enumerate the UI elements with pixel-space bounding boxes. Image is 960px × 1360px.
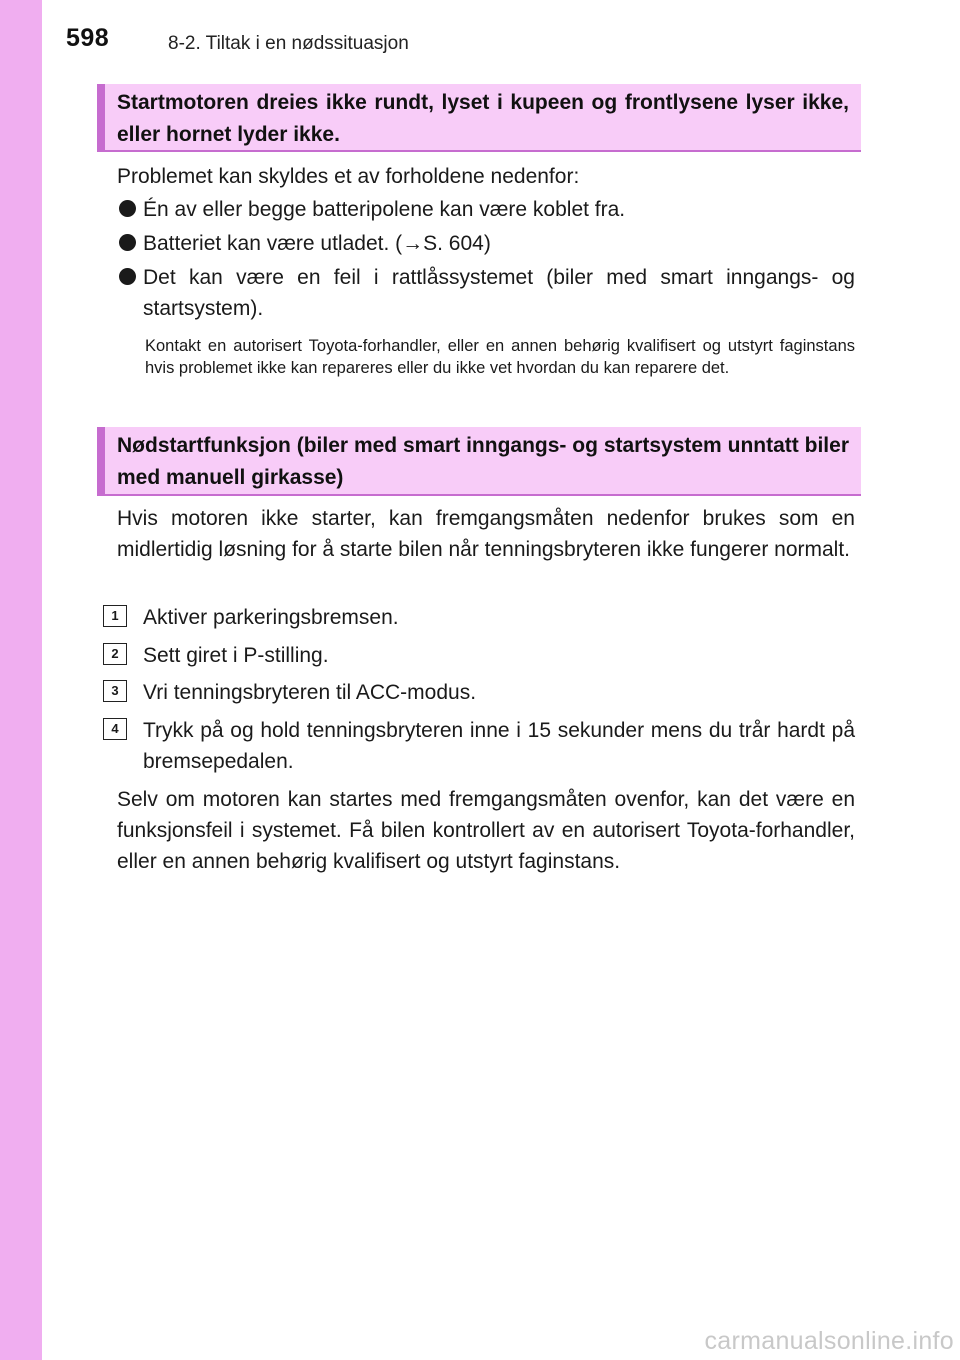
bullet-text: Én av eller begge batteripolene kan være koblet fra.	[143, 198, 626, 221]
bullet-item	[117, 262, 855, 324]
step-number-badge: 2	[103, 643, 127, 665]
watermark-text: carmanualsonline.info	[704, 1327, 954, 1355]
step-text: Aktiver parkeringsbremsen.	[143, 606, 399, 629]
bullet-item	[117, 194, 855, 225]
bullet-dot-icon	[119, 200, 136, 217]
section2-outro: Selv om motoren kan startes med fremgangsmåten ovenfor, kan det være en funksjonsfeil i systemet. Få bilen kontrollert av en autorisert Toyota-forhandler, eller en annen behørig kvalifisert og utstyrt faginstans.	[117, 788, 855, 873]
step-item	[103, 640, 855, 671]
step-text: Vri tenningsbryteren til ACC-modus.	[143, 681, 477, 704]
section2-intro: Hvis motoren ikke starter, kan fremgangsmåten nedenfor brukes som en midlertidig løsning for å starte bilen når tenningsbryteren ikke fungerer normalt.	[117, 507, 855, 561]
side-color-strip	[0, 0, 42, 1360]
step-number-badge: 1	[103, 605, 127, 627]
bullet-dot-icon	[119, 234, 136, 251]
bullet-dot-icon	[119, 268, 136, 285]
section-heading-starter-problem: Startmotoren dreies ikke rundt, lyset i kupeen og frontlysene lyser ikke, eller hornet lyder ikke.	[97, 84, 861, 152]
step-item	[103, 677, 855, 708]
bullet-text: Det kan være en feil i rattlåssystemet (biler med smart inngangs- og startsystem).	[143, 266, 855, 320]
step-item	[103, 715, 855, 777]
step-item	[103, 602, 855, 633]
section1-note: Kontakt en autorisert Toyota-forhandler, eller en annen behørig kvalifisert og utstyrt faginstans hvis problemet ikke kan repareres eller du ikke vet hvordan du kan reparere det.	[145, 337, 855, 377]
bullet-item	[117, 228, 855, 259]
bullet-text: Batteriet kan være utladet. (→S. 604)	[143, 232, 491, 255]
step-number-badge: 3	[103, 680, 127, 702]
step-text: Sett giret i P-stilling.	[143, 644, 329, 667]
step-text: Trykk på og hold tenningsbryteren inne i 15 sekunder mens du trår hardt på bremsepedalen.	[143, 719, 855, 773]
step-number-badge: 4	[103, 718, 127, 740]
section-heading-emergency-start: Nødstartfunksjon (biler med smart inngangs- og startsystem unntatt biler med manuell girkasse)	[97, 427, 861, 496]
chapter-title: 8-2. Tiltak i en nødssituasjon	[168, 33, 409, 54]
section1-intro: Problemet kan skyldes et av forholdene nedenfor:	[117, 165, 580, 188]
page-number: 598	[66, 24, 110, 52]
